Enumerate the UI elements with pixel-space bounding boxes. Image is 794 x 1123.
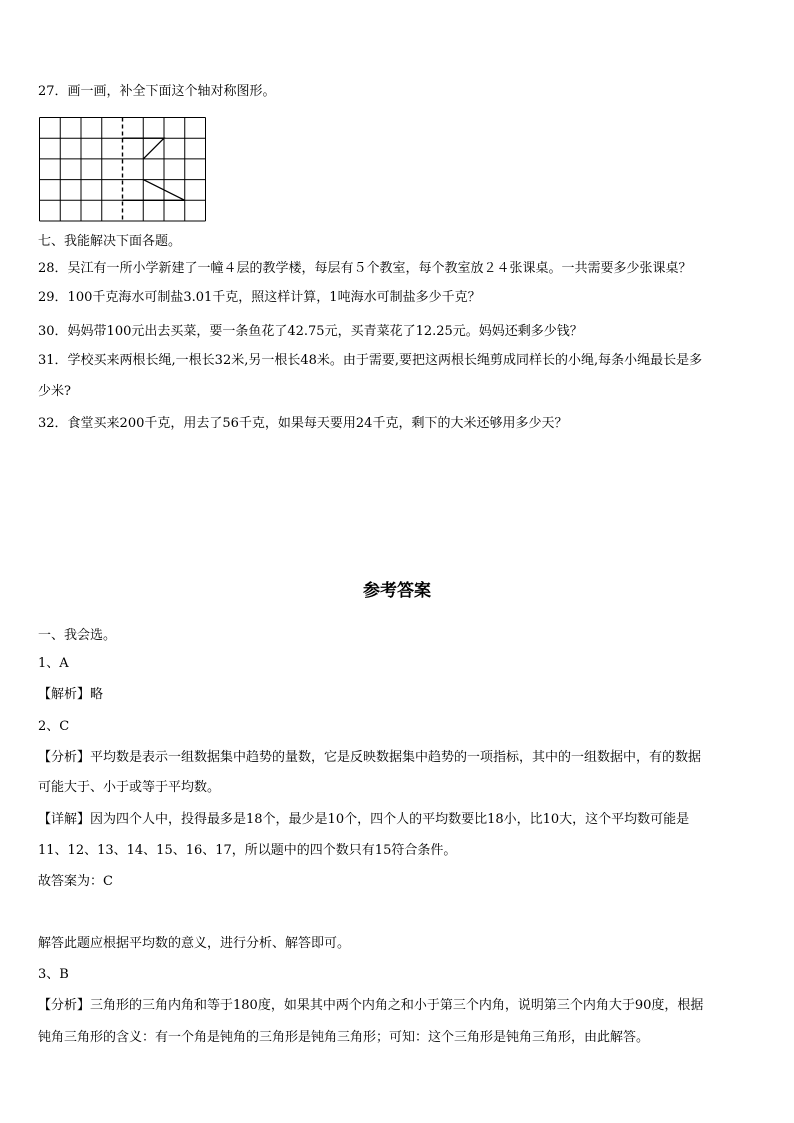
question-27: 27．画一画，补全下面这个轴对称图形。 xyxy=(38,84,276,99)
symmetry-grid-figure xyxy=(39,117,207,226)
answer-3: 3、B xyxy=(38,967,69,982)
answer-2-detail-line2: 11、12、13、14、15、16、17，所以题中的四个数只有15符合条件。 xyxy=(38,843,457,858)
section-7-heading: 七、我能解决下面各题。 xyxy=(38,234,182,249)
question-32: 32．食堂买来200千克，用去了56千克，如果每天要用24千克，剩下的大米还够用多少天？ xyxy=(38,416,568,431)
answer-3-analysis-line2: 钝角三角形的含义：有一个角是钝角的三角形是钝角三角形；可知：这个三角形是钝角三角形，由此解答。 xyxy=(38,1030,650,1045)
answer-2-comment: 解答此题应根据平均数的意义，进行分析、解答即可。 xyxy=(38,936,351,951)
question-31-line2: 少米? xyxy=(38,384,71,399)
answer-2-final: 故答案为：C xyxy=(38,874,113,889)
question-28: 28．吴江有一所小学新建了一幢４层的教学楼，每层有５个教室，每个教室放２４张课桌。一共需要多少张课桌？ xyxy=(38,261,692,276)
answer-1: 1、A xyxy=(38,656,69,671)
answer-2-analysis-line1: 【分析】平均数是表示一组数据集中趋势的量数，它是反映数据集中趋势的一项指标，其中的一组数据中，有的数据 xyxy=(38,750,702,765)
answer-2-detail-line1: 【详解】因为四个人中，投得最多是18个，最少是10个，四个人的平均数要比18小，比10大，这个平均数可能是 xyxy=(38,812,690,827)
question-30: 30．妈妈带100元出去买菜，要一条鱼花了42.75元，买青菜花了12.25元。妈妈还剩多少钱？ xyxy=(38,324,583,339)
answer-2: 2、C xyxy=(38,719,70,734)
answer-3-analysis-line1: 【分析】三角形的三角内角和等于180度，如果其中两个内角之和小于第三个内角，说明第三个内角大于90度，根据 xyxy=(38,998,704,1013)
answers-section-1: 一、我会选。 xyxy=(38,628,117,643)
symmetry-grid xyxy=(39,117,207,222)
question-29: 29．100千克海水可制盐3.01千克，照这样计算，1吨海水可制盐多少千克？ xyxy=(38,290,481,305)
figure-bottom-half xyxy=(123,180,185,201)
question-31-line1: 31．学校买来两根长绳,一根长32米,另一根长48米。由于需要,要把这两根长绳剪成同样长的小绳,每条小绳最长是多 xyxy=(38,353,703,368)
answer-2-analysis-line2: 可能大于、小于或等于平均数。 xyxy=(38,780,221,795)
answer-1-analysis: 【解析】略 xyxy=(38,687,104,702)
answers-title: 参考答案 xyxy=(363,581,431,601)
